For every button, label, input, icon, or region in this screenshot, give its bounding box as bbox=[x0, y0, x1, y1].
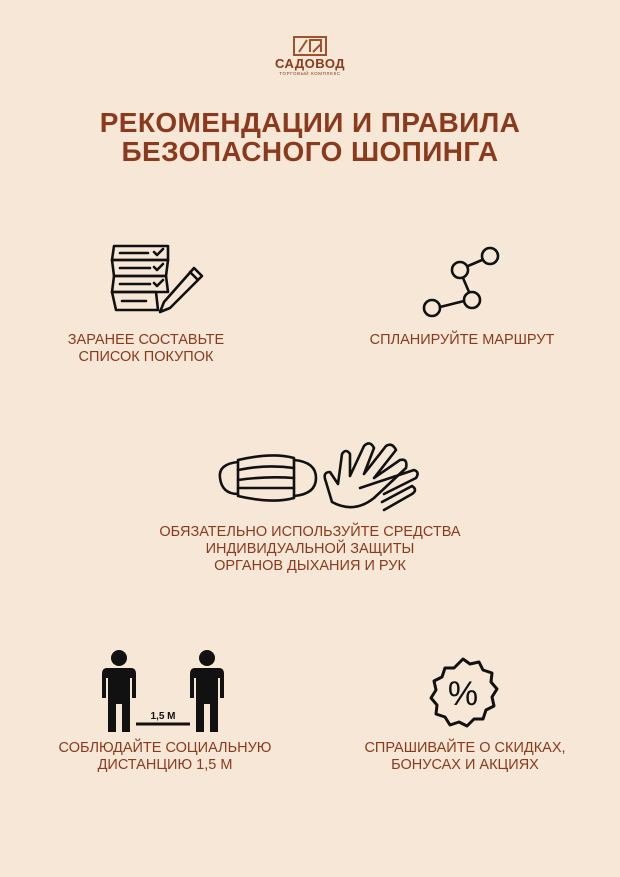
caption-discounts bbox=[330, 740, 600, 774]
caption-route-line-1: СПЛАНИРУЙТЕ МАРШРУТ bbox=[369, 332, 555, 348]
caption-discounts-line-2: БОНУСАХ И АКЦИЯХ bbox=[391, 757, 539, 773]
brand-logo bbox=[260, 36, 360, 77]
route-nodes-icon bbox=[418, 240, 506, 322]
caption-protection-line-3: ОРГАНОВ ДЫХАНИЯ И РУК bbox=[214, 558, 406, 574]
discount-badge-icon bbox=[426, 656, 500, 730]
caption-protection-line-1: ОБЯЗАТЕЛЬНО ИСПОЛЬЗУЙТЕ СРЕДСТВА bbox=[159, 524, 461, 540]
caption-social-distance-line-1: СОБЛЮДАЙТЕ СОЦИАЛЬНУЮ bbox=[58, 740, 272, 756]
distance-label: 1,5 М bbox=[150, 711, 176, 722]
caption-shopping-list-line-1: ЗАРАНЕЕ СОСТАВЬТЕ bbox=[67, 332, 225, 348]
social-distance-icon bbox=[98, 648, 230, 734]
caption-route bbox=[330, 332, 594, 349]
title-line-2: БЕЗОПАСНОГО ШОПИНГА bbox=[121, 136, 499, 167]
badge-symbol: % bbox=[447, 675, 479, 713]
checklist-pencil-icon bbox=[108, 242, 204, 320]
caption-discounts-line-1: СПРАШИВАЙТЕ О СКИДКАХ, bbox=[364, 740, 566, 756]
caption-shopping-list bbox=[30, 332, 262, 366]
caption-protection-line-2: ИНДИВИДУАЛЬНОЙ ЗАЩИТЫ bbox=[205, 541, 415, 557]
title-line-1: РЕКОМЕНДАЦИИ И ПРАВИЛА bbox=[99, 107, 521, 138]
caption-shopping-list-line-2: СПИСОК ПОКУПОК bbox=[78, 349, 214, 365]
logo-mark-icon bbox=[293, 36, 327, 56]
logo-subtitle: ТОРГОВЫЙ КОМПЛЕКС bbox=[279, 71, 341, 76]
page-title bbox=[0, 108, 620, 166]
caption-social-distance-line-2: ДИСТАНЦИЮ 1,5 М bbox=[97, 757, 233, 773]
caption-protection bbox=[110, 524, 510, 575]
mask-gloves-icon bbox=[214, 432, 424, 514]
logo-name: САДОВОД bbox=[274, 56, 346, 71]
caption-social-distance bbox=[30, 740, 300, 774]
